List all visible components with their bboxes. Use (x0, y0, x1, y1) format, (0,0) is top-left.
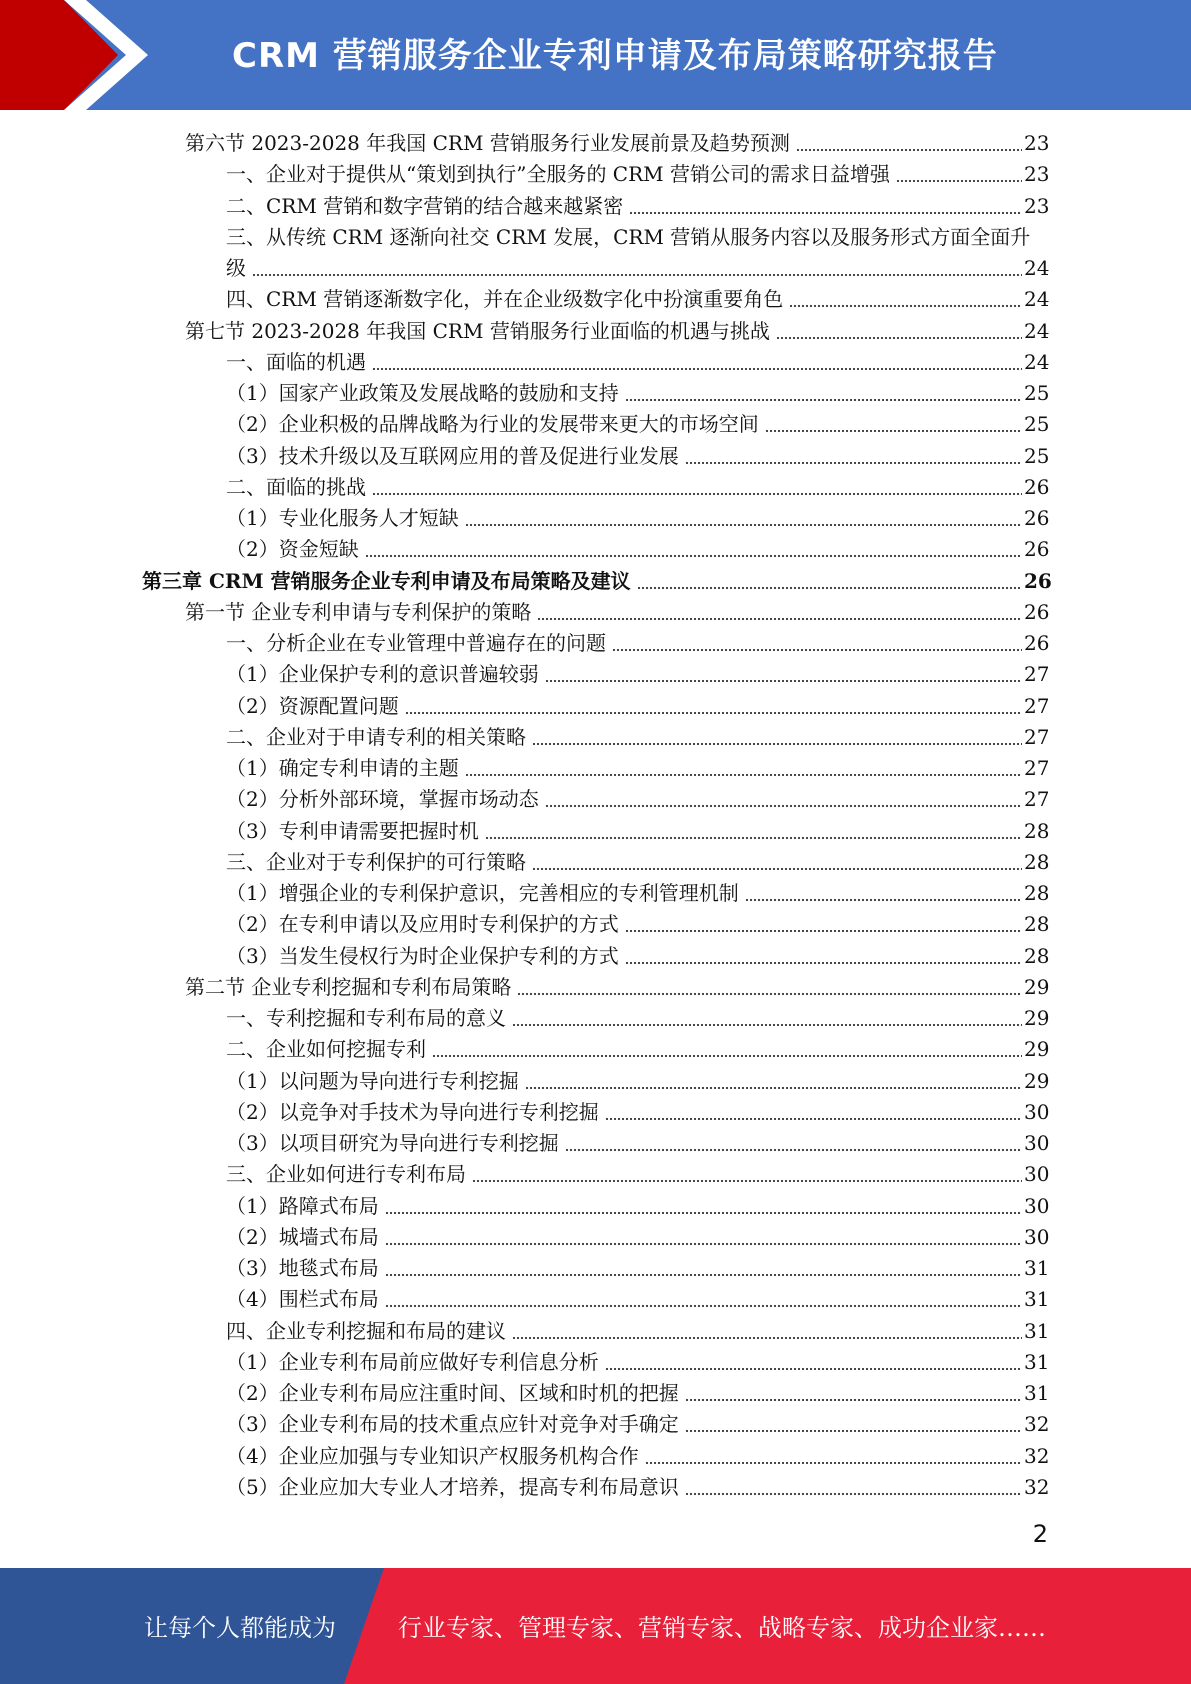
toc-entry[interactable] (0, 472, 1191, 503)
toc-entry[interactable] (0, 503, 1191, 534)
toc-entry[interactable] (0, 284, 1191, 315)
toc-entry-title: （3）专利申请需要把握时机 (226, 818, 479, 843)
toc-dot-leader (625, 909, 1022, 940)
toc-entry[interactable] (0, 441, 1191, 472)
toc-entry-page: 30 (1024, 1224, 1050, 1249)
toc-entry-title: 一、专利挖掘和专利布局的意义 (226, 1006, 506, 1031)
toc-entry-title: （3）当发生侵权行为时企业保护专利的方式 (226, 943, 619, 968)
toc-entry-page: 31 (1024, 1256, 1050, 1281)
toc-entry-page: 28 (1024, 849, 1050, 874)
header-arrow-accent (0, 0, 160, 110)
toc-entry[interactable] (0, 1378, 1191, 1409)
toc-entry-title: 第六节 2023-2028 年我国 CRM 营销服务行业发展前景及趋势预测 (185, 131, 790, 156)
toc-entry-title: （2）资金短缺 (226, 537, 359, 562)
toc-entry-title: 级 (226, 256, 246, 281)
toc-dot-leader (512, 1003, 1022, 1034)
toc-entry-title: 第二节 企业专利挖掘和专利布局策略 (185, 974, 512, 999)
toc-dot-leader (372, 347, 1022, 378)
toc-entry-page: 32 (1024, 1443, 1050, 1468)
toc-entry[interactable] (0, 1097, 1191, 1128)
toc-entry-page: 23 (1024, 131, 1050, 156)
toc-entry[interactable] (0, 628, 1191, 659)
toc-entry-title: 二、面临的挑战 (226, 474, 366, 499)
toc-entry-page: 28 (1024, 943, 1050, 968)
page-header (0, 0, 1191, 110)
toc-entry[interactable] (0, 1066, 1191, 1097)
toc-entry-title: 第三章 CRM 营销服务企业专利申请及布局策略及建议 (142, 568, 631, 593)
toc-entry-page: 24 (1024, 287, 1050, 312)
toc-entry[interactable] (0, 128, 1191, 159)
toc-entry[interactable] (0, 1191, 1191, 1222)
toc-dot-leader (525, 1066, 1022, 1097)
toc-dot-leader (605, 1097, 1022, 1128)
toc-entry-page: 29 (1024, 1037, 1050, 1062)
toc-entry-title: 四、CRM 营销逐渐数字化，并在企业级数字化中扮演重要角色 (226, 287, 784, 312)
toc-entry-title: （1）确定专利申请的主题 (226, 756, 459, 781)
table-of-contents (0, 128, 1191, 1503)
toc-entry-page: 31 (1024, 1349, 1050, 1374)
toc-entry[interactable] (0, 909, 1191, 940)
toc-entry[interactable] (0, 159, 1191, 190)
toc-dot-leader (896, 159, 1022, 190)
toc-entry-title: （2）企业积极的品牌战略为行业的发展带来更大的市场空间 (226, 412, 759, 437)
toc-dot-leader (385, 1253, 1022, 1284)
toc-entry[interactable] (0, 253, 1191, 284)
toc-entry-title: （1）国家产业政策及发展战略的鼓励和支持 (226, 381, 619, 406)
toc-entry-title: 第七节 2023-2028 年我国 CRM 营销服务行业面临的机遇与挑战 (185, 318, 770, 343)
toc-entry-title: 三、从传统 CRM 逐渐向社交 CRM 发展，CRM 营销从服务内容以及服务形式方面全面升 (226, 224, 1031, 249)
toc-entry-title: （1）企业专利布局前应做好专利信息分析 (226, 1349, 599, 1374)
toc-entry-page: 32 (1024, 1412, 1050, 1437)
toc-dot-leader (432, 1034, 1022, 1065)
toc-entry[interactable] (0, 659, 1191, 690)
toc-entry[interactable] (0, 378, 1191, 409)
toc-entry-title: 一、企业对于提供从“策划到执行”全服务的 CRM 营销公司的需求日益增强 (226, 162, 891, 187)
toc-entry-page: 30 (1024, 1162, 1050, 1187)
toc-entry-title: （2）城墙式布局 (226, 1224, 379, 1249)
toc-entry-page: 28 (1024, 818, 1050, 843)
toc-entry-title: （2）在专利申请以及应用时专利保护的方式 (226, 912, 619, 937)
toc-dot-leader (605, 1347, 1022, 1378)
toc-entry[interactable] (0, 722, 1191, 753)
toc-dot-leader (765, 409, 1022, 440)
toc-entry-page: 24 (1024, 349, 1050, 374)
toc-dot-leader (629, 191, 1022, 222)
toc-entry-page: 26 (1024, 568, 1052, 593)
footer-slogan-right: 行业专家、管理专家、营销专家、战略专家、成功企业家…… (398, 1614, 1046, 1642)
report-title: CRM 营销服务企业专利申请及布局策略研究报告 (232, 36, 998, 76)
toc-entry-page: 28 (1024, 881, 1050, 906)
toc-dot-leader (612, 628, 1022, 659)
toc-entry-title: 二、CRM 营销和数字营销的结合越来越紧密 (226, 193, 624, 218)
toc-dot-leader (465, 503, 1022, 534)
toc-entry[interactable] (0, 1159, 1191, 1190)
toc-entry-page: 29 (1024, 1006, 1050, 1031)
toc-dot-leader (537, 597, 1022, 628)
toc-dot-leader (685, 1409, 1022, 1440)
toc-entry-page: 30 (1024, 1131, 1050, 1156)
toc-entry-title: （2）分析外部环境，掌握市场动态 (226, 787, 539, 812)
footer-slogan-left: 让每个人都能成为 (144, 1614, 336, 1642)
toc-entry-page: 25 (1024, 412, 1050, 437)
toc-entry[interactable] (0, 409, 1191, 440)
toc-entry-page: 27 (1024, 724, 1050, 749)
toc-entry-title: （4）围栏式布局 (226, 1287, 379, 1312)
toc-entry-title: （2）资源配置问题 (226, 693, 399, 718)
toc-entry[interactable] (0, 1222, 1191, 1253)
toc-dot-leader (637, 566, 1022, 597)
toc-dot-leader (789, 284, 1022, 315)
toc-dot-leader (472, 1159, 1022, 1190)
toc-entry[interactable] (0, 1347, 1191, 1378)
toc-entry[interactable] (0, 1409, 1191, 1440)
toc-entry-title: （5）企业应加大专业人才培养，提高专利布局意识 (226, 1474, 679, 1499)
toc-entry-title: （2）以竞争对手技术为导向进行专利挖掘 (226, 1099, 599, 1124)
toc-entry[interactable] (0, 316, 1191, 347)
toc-entry-title: （2）企业专利布局应注重时间、区域和时机的把握 (226, 1381, 679, 1406)
toc-entry[interactable] (0, 191, 1191, 222)
toc-entry[interactable] (0, 347, 1191, 378)
toc-dot-leader (565, 1128, 1022, 1159)
toc-entry[interactable] (0, 847, 1191, 878)
toc-entry-title: （3）企业专利布局的技术重点应针对竞争对手确定 (226, 1412, 679, 1437)
toc-dot-leader (517, 972, 1022, 1003)
toc-dot-leader (796, 128, 1022, 159)
toc-entry[interactable] (0, 972, 1191, 1003)
toc-dot-leader (465, 753, 1022, 784)
toc-entry-page: 27 (1024, 756, 1050, 781)
toc-dot-leader (385, 1284, 1022, 1315)
toc-entry-title: 第一节 企业专利申请与专利保护的策略 (185, 599, 532, 624)
toc-entry[interactable] (0, 1441, 1191, 1472)
toc-entry[interactable] (0, 753, 1191, 784)
toc-entry[interactable] (0, 1253, 1191, 1284)
toc-entry-page: 23 (1024, 162, 1050, 187)
toc-entry-title: 二、企业对于申请专利的相关策略 (226, 724, 526, 749)
toc-entry-page: 23 (1024, 193, 1050, 218)
toc-dot-leader (545, 784, 1022, 815)
toc-dot-leader (776, 316, 1022, 347)
toc-dot-leader (405, 691, 1022, 722)
toc-entry-page: 31 (1024, 1381, 1050, 1406)
toc-entry[interactable] (0, 1316, 1191, 1347)
toc-entry-title: （1）增强企业的专利保护意识，完善相应的专利管理机制 (226, 881, 739, 906)
toc-entry-page: 31 (1024, 1287, 1050, 1312)
toc-entry[interactable] (0, 941, 1191, 972)
toc-dot-leader (745, 878, 1022, 909)
toc-dot-leader (385, 1191, 1022, 1222)
toc-dot-leader (625, 378, 1022, 409)
toc-entry-title: （1）以问题为导向进行专利挖掘 (226, 1068, 519, 1093)
toc-entry[interactable] (0, 534, 1191, 565)
toc-entry[interactable] (0, 1128, 1191, 1159)
toc-entry[interactable] (0, 691, 1191, 722)
toc-dot-leader (385, 1222, 1022, 1253)
toc-entry-page: 30 (1024, 1193, 1050, 1218)
toc-entry-page: 24 (1024, 318, 1050, 343)
toc-entry-title: 三、企业如何进行专利布局 (226, 1162, 466, 1187)
toc-entry-title: （1）路障式布局 (226, 1193, 379, 1218)
toc-entry-title: 一、面临的机遇 (226, 349, 366, 374)
toc-entry-title: 二、企业如何挖掘专利 (226, 1037, 426, 1062)
toc-entry[interactable] (0, 1472, 1191, 1503)
toc-entry-page: 29 (1024, 974, 1050, 999)
toc-entry-page: 31 (1024, 1318, 1050, 1343)
toc-entry-title: （3）地毯式布局 (226, 1256, 379, 1281)
toc-entry-page: 30 (1024, 1099, 1050, 1124)
toc-dot-leader (532, 722, 1022, 753)
toc-entry-page: 25 (1024, 443, 1050, 468)
toc-entry-page: 24 (1024, 256, 1050, 281)
toc-entry[interactable] (0, 597, 1191, 628)
toc-dot-leader (625, 941, 1022, 972)
page-number: 2 (1032, 1520, 1048, 1548)
toc-entry-page: 32 (1024, 1474, 1050, 1499)
toc-dot-leader (645, 1441, 1022, 1472)
toc-dot-leader (685, 1472, 1022, 1503)
toc-entry-title: （1）专业化服务人才短缺 (226, 506, 459, 531)
toc-entry[interactable] (0, 1003, 1191, 1034)
toc-dot-leader (252, 253, 1022, 284)
toc-entry-title: 四、企业专利挖掘和布局的建议 (226, 1318, 506, 1343)
toc-entry-title: （1）企业保护专利的意识普遍较弱 (226, 662, 539, 687)
toc-entry-page: 27 (1024, 787, 1050, 812)
toc-entry-title: （3）以项目研究为导向进行专利挖掘 (226, 1131, 559, 1156)
toc-entry-page: 28 (1024, 912, 1050, 937)
toc-dot-leader (532, 847, 1022, 878)
toc-entry[interactable] (0, 1284, 1191, 1315)
toc-entry-title: 三、企业对于专利保护的可行策略 (226, 849, 526, 874)
toc-entry-title: （3）技术升级以及互联网应用的普及促进行业发展 (226, 443, 679, 468)
toc-entry-page: 26 (1024, 631, 1050, 656)
toc-dot-leader (685, 441, 1022, 472)
toc-entry-page: 26 (1024, 599, 1050, 624)
toc-entry-page: 26 (1024, 474, 1050, 499)
toc-dot-leader (512, 1316, 1022, 1347)
toc-dot-leader (365, 534, 1022, 565)
toc-entry[interactable] (0, 816, 1191, 847)
toc-entry[interactable] (0, 1034, 1191, 1065)
toc-entry[interactable] (0, 784, 1191, 815)
toc-dot-leader (372, 472, 1022, 503)
toc-entry-title: 一、分析企业在专业管理中普遍存在的问题 (226, 631, 606, 656)
toc-entry[interactable] (0, 566, 1191, 597)
toc-entry-page: 29 (1024, 1068, 1050, 1093)
toc-entry-page: 26 (1024, 537, 1050, 562)
toc-entry[interactable] (0, 222, 1191, 253)
toc-entry-page: 27 (1024, 693, 1050, 718)
toc-entry[interactable] (0, 878, 1191, 909)
toc-dot-leader (485, 816, 1022, 847)
toc-entry-title: （4）企业应加强与专业知识产权服务机构合作 (226, 1443, 639, 1468)
toc-dot-leader (685, 1378, 1022, 1409)
toc-dot-leader (545, 659, 1022, 690)
toc-entry-page: 25 (1024, 381, 1050, 406)
page-footer (0, 1568, 1191, 1684)
toc-entry-page: 26 (1024, 506, 1050, 531)
toc-entry-page: 27 (1024, 662, 1050, 687)
